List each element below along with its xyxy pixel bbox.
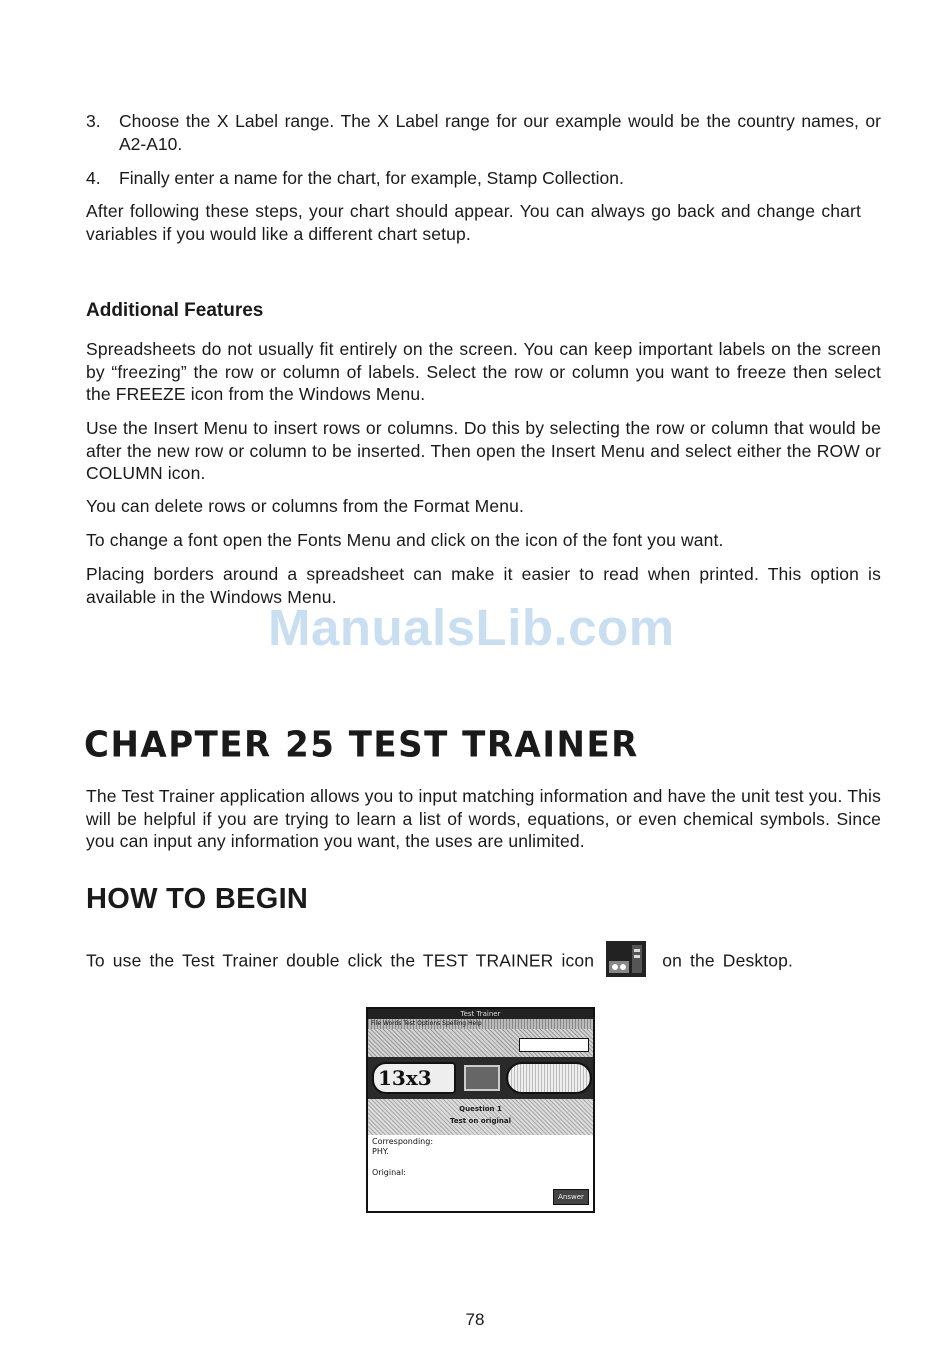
section-heading: HOW TO BEGIN: [86, 883, 309, 915]
icon-row: [368, 1057, 593, 1099]
next-arrow-icon: [506, 1062, 592, 1094]
menu-bar: File Words Test Options Spelling Help: [368, 1019, 593, 1029]
section-heading: Additional Features: [86, 300, 264, 321]
list-item: [86, 167, 881, 190]
list-number: 4.: [86, 168, 101, 188]
paragraph: Spreadsheets do not usually fit entirely on the screen. You can keep important labels on the screen by “freezing” the row or column of labels. Select the row or column you want to freeze then select the FREEZE icon from the Windows Menu.: [86, 339, 881, 404]
list-item: [86, 110, 881, 155]
question-label: Question 1: [459, 1105, 502, 1113]
corresponding-value: PHY.: [372, 1147, 389, 1156]
window-title: Test Trainer: [368, 1009, 593, 1019]
paragraph: [86, 944, 881, 980]
paragraph-text: on the Desktop.: [662, 950, 794, 971]
list-text: Choose the X Label range. The X Label range for our example would be the country names, or A2-A10.: [119, 111, 881, 154]
paragraph-text: To use the Test Trainer double click the TEST TRAINER icon: [86, 950, 595, 971]
paragraph: Placing borders around a spreadsheet can make it easier to read when printed. This option is available in the Windows Menu.: [86, 564, 881, 607]
mode-label: Test on original: [450, 1117, 511, 1125]
answer-input: [519, 1038, 589, 1052]
question-body: [368, 1135, 593, 1180]
original-label: Original:: [372, 1168, 406, 1177]
list-number: 3.: [86, 111, 101, 131]
question-header: [368, 1099, 593, 1135]
list-text: Finally enter a name for the chart, for example, Stamp Collection.: [119, 168, 624, 188]
page-number: 78: [465, 1310, 485, 1329]
paragraph: After following these steps, your chart should appear. You can always go back and change chart variables if you would like a different chart setup.: [86, 201, 861, 244]
paragraph: You can delete rows or columns from the Format Menu.: [86, 496, 525, 516]
numbers-icon: 13x3: [372, 1062, 456, 1094]
answer-button: Answer: [553, 1189, 589, 1205]
test-trainer-icon: [606, 941, 646, 977]
monitor-icon: [464, 1065, 500, 1091]
paragraph: The Test Trainer application allows you to input matching information and have the unit test you. This will be helpful if you are trying to learn a list of words, equations, or even chemical symbols. Since you can input any information you want, the uses are unlimited.: [86, 786, 881, 851]
paragraph: Use the Insert Menu to insert rows or columns. Do this by selecting the row or column that would be after the new row or column to be inserted. Then open the Insert Menu and select either the ROW or COLUMN icon.: [86, 418, 881, 483]
watermark: ManualsLib.com: [268, 599, 675, 656]
paragraph: To change a font open the Fonts Menu and click on the icon of the font you want.: [86, 530, 724, 550]
corresponding-label: Corresponding:: [372, 1137, 434, 1146]
test-trainer-screenshot: [366, 1007, 595, 1213]
chapter-title: CHAPTER 25 TEST TRAINER: [84, 724, 639, 766]
toolbar: [368, 1029, 593, 1057]
